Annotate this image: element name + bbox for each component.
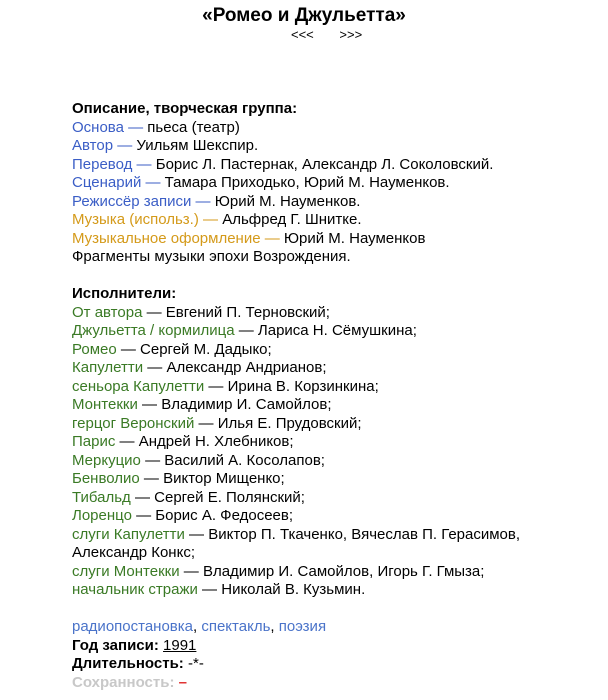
cast-row <box>72 396 592 415</box>
recording-year <box>72 637 592 656</box>
crew-row <box>72 211 592 230</box>
cast-performer: Александр Андрианов; <box>166 359 327 376</box>
crew-list <box>72 119 592 249</box>
crew-separator: — <box>141 174 165 191</box>
cast-separator: — <box>137 396 162 413</box>
cast-row <box>72 359 592 378</box>
cast-row <box>72 415 592 434</box>
cast-role: Монтекки <box>72 396 138 413</box>
pagination-nav <box>291 27 362 43</box>
prev-link[interactable]: <<< <box>291 27 314 42</box>
tag-link[interactable]: радиопостановка <box>72 618 193 635</box>
tag-link[interactable]: поэзия <box>278 618 327 635</box>
cast-role: Ромео <box>72 340 117 358</box>
crew-separator: — <box>123 118 148 136</box>
cast-separator: — <box>197 581 222 598</box>
spacer <box>72 267 592 286</box>
preservation <box>72 674 592 693</box>
cast-separator: — <box>184 525 209 543</box>
cast-row <box>72 341 592 360</box>
cast-role: Джульетта / кормилица <box>72 322 235 339</box>
cast-performer: Илья Е. Прудовский; <box>217 414 362 432</box>
music-note: Фрагменты музыки эпохи Возрождения. <box>72 248 351 265</box>
cast-separator: — <box>115 433 139 450</box>
next-link[interactable]: >>> <box>339 27 363 42</box>
cast-role: От автора <box>72 303 143 321</box>
cast-separator: — <box>204 377 228 395</box>
cast-row <box>72 489 592 508</box>
crew-row <box>72 230 592 249</box>
cast-performer: Николай В. Кузьмин. <box>221 581 366 598</box>
spacer <box>72 600 592 619</box>
crew-role: Режиссёр записи <box>72 192 192 210</box>
cast-row <box>72 452 592 471</box>
crew-separator: — <box>132 155 156 173</box>
crew-value: Юрий М. Науменков <box>283 229 426 247</box>
crew-value: Юрий М. Науменков. <box>214 192 361 210</box>
cast-row <box>72 304 592 323</box>
tag-separator: , <box>193 618 202 635</box>
cast-performer: Василий А. Косолапов; <box>164 451 325 469</box>
cast-row <box>72 322 592 341</box>
crew-role: Основа <box>72 118 124 136</box>
cast-role: герцог Веронский <box>72 414 195 432</box>
cast-row <box>72 433 592 452</box>
cast-separator: — <box>143 359 167 376</box>
cast-performer: Сергей Е. Полянский; <box>154 488 305 506</box>
cast-row <box>72 563 592 582</box>
cast-separator: — <box>142 303 166 321</box>
cast-role: слуги Монтекки <box>72 562 180 580</box>
crew-row <box>72 193 592 212</box>
cast-separator: — <box>140 451 165 469</box>
cast-row <box>72 581 592 600</box>
crew-value: Альфред Г. Шнитке. <box>222 211 362 228</box>
duration <box>72 655 592 674</box>
crew-role: Сценарий <box>72 174 142 191</box>
page-title: «Ромео и Джульетта» <box>202 5 406 26</box>
cast-list <box>72 304 592 600</box>
crew-row <box>72 156 592 175</box>
cast-separator: — <box>179 562 203 580</box>
cast-separator: — <box>116 340 141 358</box>
crew-value: Уильям Шекспир. <box>136 137 259 154</box>
cast-heading: Исполнители: <box>72 285 177 302</box>
crew-role: Перевод <box>72 155 133 173</box>
year-label: Год записи: <box>72 636 159 654</box>
cast-performer: Борис А. Федосеев; <box>155 507 294 524</box>
crew-role: Музыкальное оформление <box>72 229 261 247</box>
crew-row <box>72 137 592 156</box>
cast-performer: Ирина В. Корзинкина; <box>227 377 379 395</box>
preservation-label: Сохранность: <box>72 673 175 691</box>
cast-separator: — <box>139 470 164 487</box>
crew-value: пьеса (театр) <box>147 118 240 136</box>
cast-role: Лоренцо <box>72 507 132 524</box>
cast-role: Меркуцио <box>72 451 141 469</box>
crew-separator: — <box>198 211 223 228</box>
cast-row <box>72 378 592 397</box>
crew-separator: — <box>260 229 284 247</box>
crew-row <box>72 119 592 138</box>
cast-performer: Сергей М. Дадыко; <box>140 340 272 358</box>
cast-performer: Андрей Н. Хлебников; <box>138 433 294 450</box>
cast-row <box>72 507 592 526</box>
cast-performer: Владимир И. Самойлов; <box>161 396 332 413</box>
cast-separator: — <box>194 414 218 432</box>
cast-role: Бенволио <box>72 470 140 487</box>
tag-link[interactable]: спектакль <box>201 618 271 635</box>
crew-row <box>72 174 592 193</box>
duration-label: Длительность: <box>72 655 184 672</box>
cast-performer: Лариса Н. Сёмушкина; <box>257 322 417 339</box>
genre-tags <box>72 618 592 637</box>
cast-separator: — <box>131 507 156 524</box>
crew-value: Тамара Приходько, Юрий М. Науменков. <box>164 174 450 191</box>
year-link[interactable]: 1991 <box>163 636 197 654</box>
cast-performer: Владимир И. Самойлов, Игорь Г. Гмыза; <box>202 562 485 580</box>
crew-separator: — <box>191 192 215 210</box>
duration-value: -*- <box>187 655 204 672</box>
cast-performer: Евгений П. Терновский; <box>165 303 330 321</box>
tag-separator: , <box>270 618 279 635</box>
cast-role: начальник стражи <box>72 581 198 598</box>
cast-role: слуги Капулетти <box>72 525 185 543</box>
crew-separator: — <box>113 137 137 154</box>
cast-role: Тибальд <box>72 488 131 506</box>
description-content <box>72 100 592 692</box>
cast-separator: — <box>234 322 258 339</box>
cast-row <box>72 470 592 489</box>
crew-value: Борис Л. Пастернак, Александр Л. Соколовский. <box>155 155 494 173</box>
preservation-value: – <box>178 673 187 691</box>
crew-role: Музыка (использ.) <box>72 211 199 228</box>
cast-role: Капулетти <box>72 359 144 376</box>
crew-heading: Описание, творческая группа: <box>72 100 298 117</box>
cast-role: сеньора Капулетти <box>72 377 205 395</box>
cast-role: Парис <box>72 433 116 450</box>
cast-performer: Виктор П. Ткаченко, Вячеслав П. Герасимов, Александр Конкс; <box>72 525 521 561</box>
crew-role: Автор <box>72 137 114 154</box>
cast-separator: — <box>130 488 155 506</box>
cast-row <box>72 526 592 563</box>
cast-performer: Виктор Мищенко; <box>163 470 285 487</box>
